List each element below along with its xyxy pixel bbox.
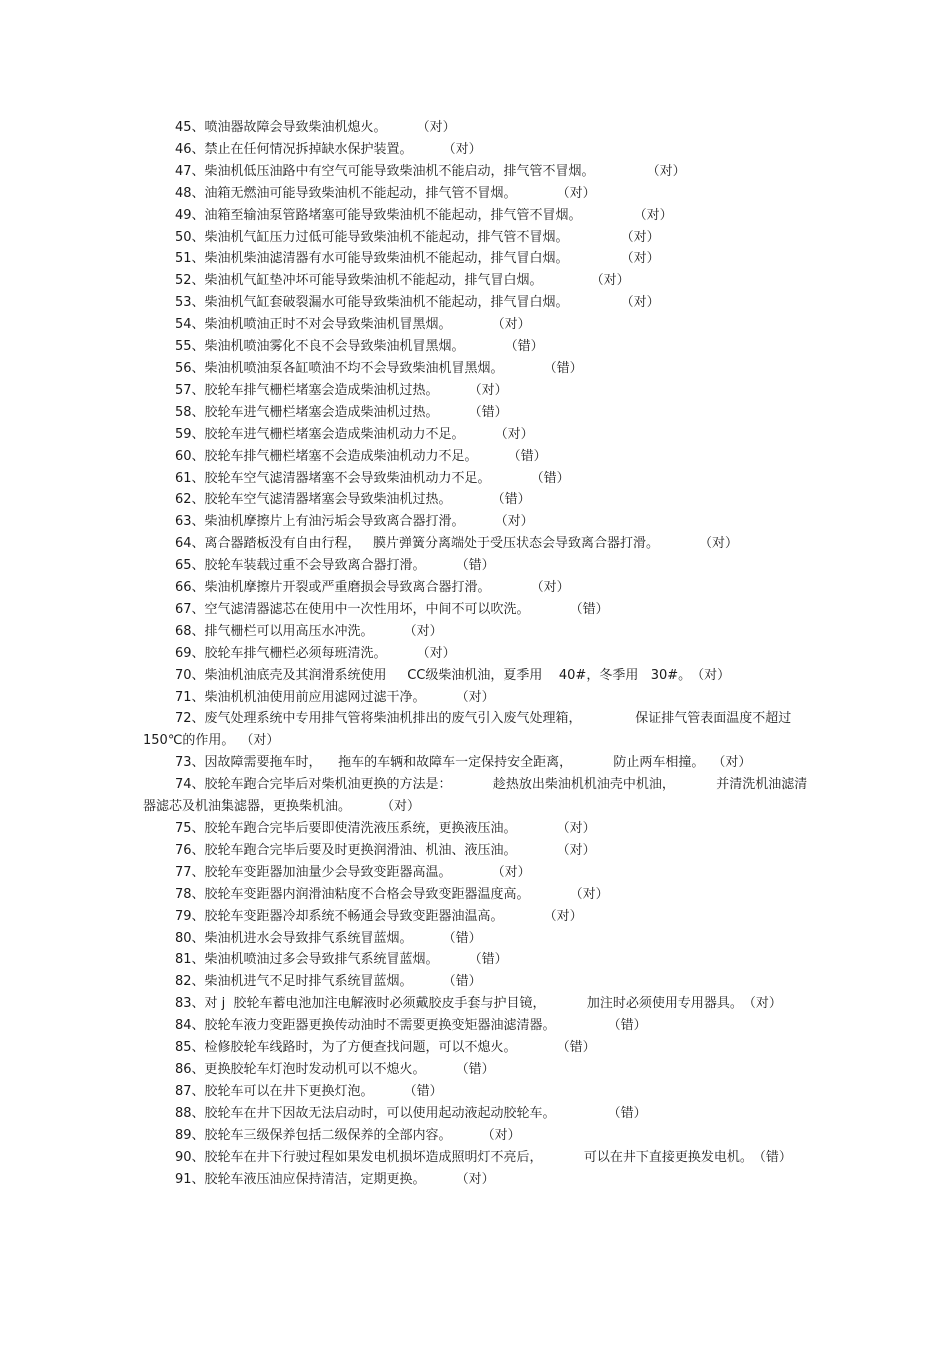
question-number: 63、	[175, 514, 205, 530]
question-text: 胶轮车液压油应保持清洁，定期更换。	[204, 1171, 426, 1187]
question-item	[143, 205, 808, 227]
question-number: 47、	[175, 163, 205, 179]
question-number: 66、	[175, 580, 205, 596]
question-text: 柴油机摩擦片开裂或严重磨损会导致离合器打滑。	[204, 580, 491, 596]
answer-mark: （错）	[530, 470, 570, 486]
answer-mark: （对）	[691, 667, 731, 683]
answer-mark: （对）	[698, 536, 738, 552]
question-text: 油箱无燃油可能导致柴油机不能起动，排气管不冒烟。	[204, 185, 517, 201]
question-item	[143, 840, 808, 862]
answer-mark: （对）	[442, 141, 482, 157]
question-item	[143, 1169, 808, 1191]
question-item	[143, 1103, 808, 1125]
question-text: 柴油机摩擦片上有油污垢会导致离合器打滑。	[204, 514, 465, 530]
answer-mark: （错）	[569, 601, 609, 617]
question-item	[143, 489, 808, 511]
question-number: 83、	[175, 996, 205, 1012]
question-text: 胶轮车跑合完毕后对柴机油更换的方法是： 趁热放出柴油机机油壳中机油， 并清洗机油滤清器滤芯及机油集滤器，更换柴机油。	[143, 777, 808, 815]
question-number: 80、	[175, 930, 205, 946]
question-text: 检修胶轮车线路时，为了方便查找问题，可以不熄火。	[204, 1040, 517, 1056]
answer-mark: （对）	[646, 163, 686, 179]
question-number: 67、	[175, 601, 205, 617]
question-number: 85、	[175, 1040, 205, 1056]
question-item	[143, 665, 808, 687]
question-item	[143, 1125, 808, 1147]
question-item	[143, 884, 808, 906]
question-item	[143, 380, 808, 402]
question-item	[143, 161, 808, 183]
question-number: 57、	[175, 382, 205, 398]
question-item	[143, 708, 808, 752]
question-item	[143, 906, 808, 928]
answer-mark: （对）	[468, 382, 508, 398]
question-text: 柴油机喷油雾化不良不会导致柴油机冒黑烟。	[204, 339, 465, 355]
question-text: 柴油机机油使用前应用滤网过滤干净。	[204, 689, 426, 705]
question-number: 78、	[175, 886, 205, 902]
question-item	[143, 862, 808, 884]
answer-mark: （对）	[633, 207, 673, 223]
answer-mark: （错）	[607, 1105, 647, 1121]
question-number: 68、	[175, 623, 205, 639]
answer-mark: （对）	[455, 1171, 495, 1187]
question-item	[143, 511, 808, 533]
question-item	[143, 402, 808, 424]
question-item	[143, 577, 808, 599]
question-item	[143, 424, 808, 446]
question-number: 70、	[175, 667, 205, 683]
answer-mark: （对）	[556, 185, 596, 201]
question-item	[143, 292, 808, 314]
question-item	[143, 643, 808, 665]
question-number: 91、	[175, 1171, 205, 1187]
question-text: 因故障需要拖车时， 拖车的车辆和故障车一定保持安全距离， 防止两车相撞。	[204, 755, 705, 771]
question-text: 柴油机喷油正时不对会导致柴油机冒黑烟。	[204, 317, 452, 333]
question-list	[143, 117, 808, 1190]
question-number: 79、	[175, 908, 205, 924]
question-number: 65、	[175, 558, 205, 574]
question-text: 排气栅栏可以用高压水冲洗。	[204, 623, 374, 639]
question-number: 87、	[175, 1083, 205, 1099]
question-number: 75、	[175, 821, 205, 836]
question-text: 胶轮车可以在井下更换灯泡。	[204, 1083, 374, 1099]
question-number: 64、	[175, 536, 205, 552]
question-number: 73、	[175, 755, 205, 771]
question-number: 90、	[175, 1149, 205, 1165]
answer-mark: （对）	[712, 755, 752, 771]
question-text: 喷油器故障会导致柴油机熄火。	[204, 120, 387, 135]
question-number: 58、	[175, 404, 205, 420]
question-text: 柴油机进气不足时排气系统冒蓝烟。	[204, 974, 413, 990]
question-number: 54、	[175, 317, 205, 333]
question-text: 柴油机低压油路中有空气可能导致柴油机不能启动，排气管不冒烟。	[204, 163, 595, 179]
answer-mark: （对）	[530, 580, 570, 596]
question-text: 胶轮车在井下行驶过程如果发电机损坏造成照明灯不亮后， 可以在井下直接更换发电机。	[204, 1149, 753, 1165]
question-item	[143, 928, 808, 950]
question-item	[143, 248, 808, 270]
question-number: 46、	[175, 141, 205, 157]
question-item	[143, 314, 808, 336]
question-text: 胶轮车进气栅栏堵塞会造成柴油机动力不足。	[204, 426, 465, 442]
question-item	[143, 336, 808, 358]
answer-mark: （对）	[491, 317, 531, 333]
question-number: 69、	[175, 645, 205, 661]
question-number: 56、	[175, 360, 205, 376]
answer-mark: （错）	[607, 1018, 647, 1034]
question-item	[143, 446, 808, 468]
question-item	[143, 270, 808, 292]
question-item	[143, 993, 808, 1015]
question-text: 柴油机气缸套破裂漏水可能导致柴油机不能起动，排气冒白烟。	[204, 295, 569, 311]
question-item	[143, 227, 808, 249]
question-text: 柴油机油底壳及其润滑系统使用 CC级柴油机油，夏季用 40#，冬季用 30#。	[204, 667, 692, 683]
question-item	[143, 949, 808, 971]
question-number: 82、	[175, 974, 205, 990]
question-item	[143, 971, 808, 993]
question-number: 86、	[175, 1061, 205, 1077]
question-number: 52、	[175, 273, 205, 289]
question-number: 76、	[175, 842, 205, 858]
answer-mark: （对）	[620, 251, 660, 267]
question-item	[143, 533, 808, 555]
answer-mark: （错）	[491, 492, 531, 508]
question-text: 胶轮车空气滤清器堵塞会导致柴油机过热。	[204, 492, 452, 508]
answer-mark: （对）	[569, 886, 609, 902]
question-number: 61、	[175, 470, 205, 486]
question-number: 89、	[175, 1127, 205, 1143]
question-text: 柴油机喷油过多会导致排气系统冒蓝烟。	[204, 952, 439, 968]
answer-mark: （错）	[543, 360, 583, 376]
question-text: 胶轮车跑合完毕后要即使清洗液压系统，更换液压油。	[204, 821, 517, 836]
question-number: 84、	[175, 1018, 205, 1034]
question-number: 59、	[175, 426, 205, 442]
question-number: 50、	[175, 229, 205, 245]
answer-mark: （对）	[620, 229, 660, 245]
answer-mark: （错）	[752, 1149, 792, 1165]
question-number: 45、	[175, 120, 205, 135]
answer-mark: （对）	[416, 120, 456, 135]
question-item	[143, 599, 808, 621]
answer-mark: （错）	[442, 974, 482, 990]
question-item	[143, 1059, 808, 1081]
question-number: 53、	[175, 295, 205, 311]
question-number: 55、	[175, 339, 205, 355]
question-text: 柴油机进水会导致排气系统冒蓝烟。	[204, 930, 413, 946]
question-item	[143, 117, 808, 139]
answer-mark: （错）	[455, 558, 495, 574]
question-text: 胶轮车装载过重不会导致离合器打滑。	[204, 558, 426, 574]
question-text: 胶轮车排气栅栏堵塞不会造成柴油机动力不足。	[204, 448, 478, 464]
question-item	[143, 183, 808, 205]
question-text: 对 j 胶轮车蓄电池加注电解液时必须戴胶皮手套与护目镜， 加注时必须使用专用器具。	[204, 996, 743, 1012]
question-number: 81、	[175, 952, 205, 968]
question-number: 74、	[175, 777, 205, 793]
question-number: 77、	[175, 864, 205, 880]
answer-mark: （错）	[455, 1061, 495, 1077]
answer-mark: （错）	[468, 404, 508, 420]
question-text: 胶轮车变距器内润滑油粘度不合格会导致变距器温度高。	[204, 886, 530, 902]
question-text: 柴油机柴油滤清器有水可能导致柴油机不能起动，排气冒白烟。	[204, 251, 569, 267]
question-number: 71、	[175, 689, 205, 705]
question-text: 胶轮车进气栅栏堵塞会造成柴油机过热。	[204, 404, 439, 420]
answer-mark: （对）	[416, 645, 456, 661]
question-text: 胶轮车液力变距器更换传动油时不需要更换变矩器油滤清器。	[204, 1018, 556, 1034]
question-number: 60、	[175, 448, 205, 464]
question-text: 离合器踏板没有自由行程， 膜片弹簧分离端处于受压状态会导致离合器打滑。	[204, 536, 659, 552]
answer-mark: （对）	[590, 273, 630, 289]
question-item	[143, 752, 808, 774]
question-number: 49、	[175, 207, 205, 223]
answer-mark: （对）	[556, 821, 596, 836]
question-text: 胶轮车排气栅栏必须每班清洗。	[204, 645, 387, 661]
question-text: 废气处理系统中专用排气管将柴油机排出的废气引入废气处理箱， 保证排气管表面温度不超过 150℃的作用。	[143, 711, 804, 749]
question-item	[143, 358, 808, 380]
question-text: 禁止在任何情况拆掉缺水保护装置。	[204, 141, 413, 157]
answer-mark: （错）	[403, 1083, 443, 1099]
answer-mark: （对）	[240, 733, 280, 749]
question-text: 胶轮车变距器加油量少会导致变距器高温。	[204, 864, 452, 880]
answer-mark: （对）	[494, 426, 534, 442]
question-item	[143, 468, 808, 490]
question-text: 柴油机喷油泵各缸喷油不均不会导致柴油机冒黑烟。	[204, 360, 504, 376]
question-item	[143, 621, 808, 643]
question-text: 空气滤清器滤芯在使用中一次性用坏，中间不可以吹洗。	[204, 601, 530, 617]
question-text: 胶轮车跑合完毕后要及时更换润滑油、机油、液压油。	[204, 842, 517, 858]
question-item	[143, 1037, 808, 1059]
question-item	[143, 139, 808, 161]
question-text: 油箱至输油泵管路堵塞可能导致柴油机不能起动，排气管不冒烟。	[204, 207, 582, 223]
question-text: 胶轮车变距器冷却系统不畅通会导致变距器油温高。	[204, 908, 504, 924]
answer-mark: （对）	[481, 1127, 521, 1143]
question-text: 更换胶轮车灯泡时发动机可以不熄火。	[204, 1061, 426, 1077]
question-text: 胶轮车在井下因故无法启动时，可以使用起动液起动胶轮车。	[204, 1105, 556, 1121]
answer-mark: （错）	[556, 1040, 596, 1056]
answer-mark: （对）	[455, 689, 495, 705]
question-number: 48、	[175, 185, 205, 201]
question-item	[143, 818, 808, 840]
answer-mark: （对）	[403, 623, 443, 639]
question-item	[143, 555, 808, 577]
answer-mark: （对）	[742, 996, 782, 1012]
question-text: 胶轮车三级保养包括二级保养的全部内容。	[204, 1127, 452, 1143]
question-number: 72、	[175, 711, 205, 727]
answer-mark: （错）	[507, 448, 547, 464]
answer-mark: （错）	[468, 952, 508, 968]
answer-mark: （对）	[620, 295, 660, 311]
question-item	[143, 1147, 808, 1169]
question-number: 62、	[175, 492, 205, 508]
answer-mark: （对）	[556, 842, 596, 858]
question-item	[143, 1081, 808, 1103]
answer-mark: （错）	[504, 339, 544, 355]
answer-mark: （对）	[494, 514, 534, 530]
question-text: 胶轮车排气栅栏堵塞会造成柴油机过热。	[204, 382, 439, 398]
question-number: 88、	[175, 1105, 205, 1121]
question-text: 柴油机气缸压力过低可能导致柴油机不能起动，排气管不冒烟。	[204, 229, 569, 245]
answer-mark: （对）	[543, 908, 583, 924]
question-number: 51、	[175, 251, 205, 267]
answer-mark: （对）	[491, 864, 531, 880]
question-item	[143, 1015, 808, 1037]
answer-mark: （错）	[442, 930, 482, 946]
answer-mark: （对）	[381, 799, 421, 815]
question-text: 胶轮车空气滤清器堵塞不会导致柴油机动力不足。	[204, 470, 491, 486]
question-item	[143, 687, 808, 709]
question-text: 柴油机气缸垫冲坏可能导致柴油机不能起动，排气冒白烟。	[204, 273, 543, 289]
question-item	[143, 774, 808, 818]
